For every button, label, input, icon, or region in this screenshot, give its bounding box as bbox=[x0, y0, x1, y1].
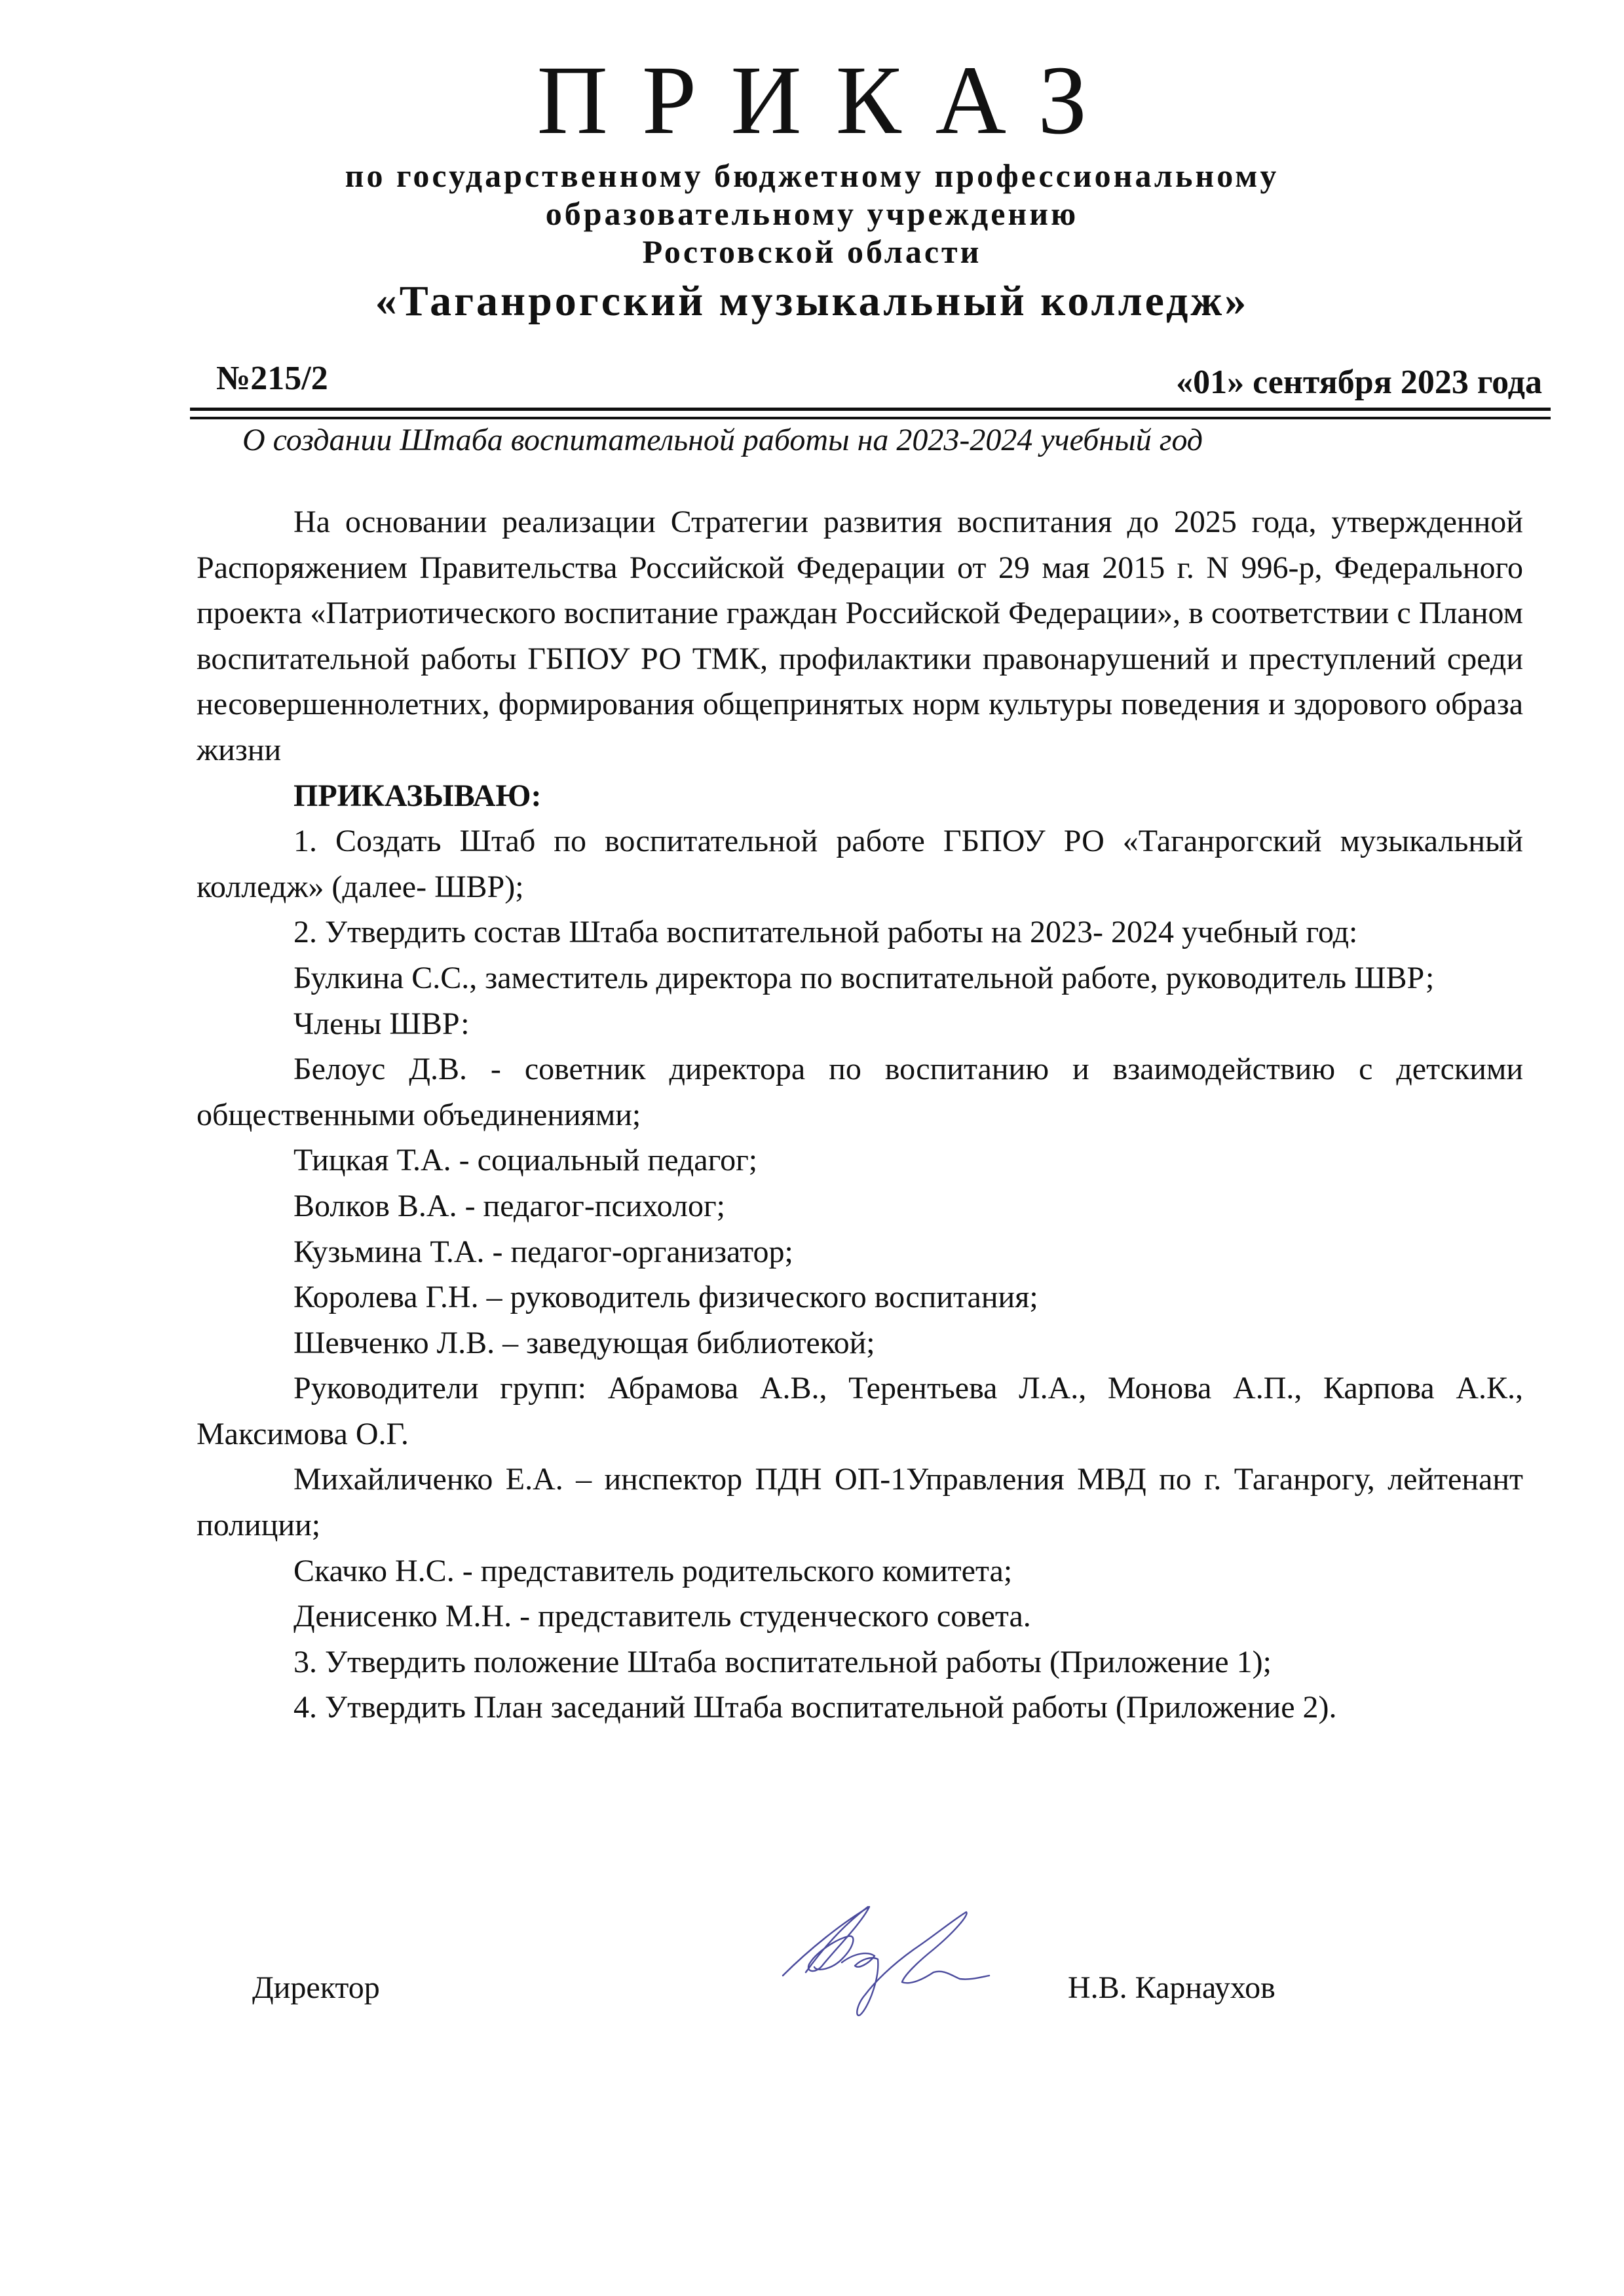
member-item: Тицкая Т.А. - социальный педагог; bbox=[293, 1143, 758, 1178]
member-item: Королева Г.Н. – руководитель физического воспитания; bbox=[293, 1280, 1038, 1315]
member-item: Скачко Н.С. - представитель родительского комитета; bbox=[293, 1553, 1013, 1588]
member-item: Руководители групп: Абрамова А.В., Терентьева Л.А., Монова А.П., Карпова А.К., Максимова О.Г. bbox=[197, 1371, 1523, 1451]
order-item-3: 3. Утвердить положение Штаба воспитательной работы (Приложение 1); bbox=[293, 1644, 1272, 1679]
header-rule-top bbox=[190, 408, 1551, 411]
handwritten-signature-icon bbox=[744, 1887, 1019, 2018]
organization-line-1: по государственному бюджетному профессиональному bbox=[345, 157, 1279, 194]
signatory-role: Директор bbox=[252, 1970, 380, 2005]
members-label: Члены ШВР: bbox=[293, 1006, 470, 1041]
member-item: Шевченко Л.В. – заведующая библиотекой; bbox=[293, 1325, 875, 1360]
order-subject: О создании Штаба воспитательной работы на 2023-2024 учебный год bbox=[242, 423, 1203, 457]
order-meta-row bbox=[216, 359, 1542, 405]
member-item: Денисенко М.Н. - представитель студенческого совета. bbox=[293, 1599, 1031, 1634]
order-date: «01» сентября 2023 года bbox=[1176, 364, 1542, 401]
signatory-name: Н.В. Карнаухов bbox=[1068, 1970, 1275, 2005]
member-item: Белоус Д.В. - советник директора по воспитанию и взаимодействию с детскими общественными объединениями; bbox=[197, 1052, 1523, 1132]
member-item: Кузьмина Т.А. - педагог-организатор; bbox=[293, 1234, 793, 1269]
member-item: Михайличенко Е.А. – инспектор ПДН ОП-1Управления МВД по г. Таганрогу, лейтенант полиции; bbox=[197, 1462, 1523, 1543]
document-title: ПРИКАЗ bbox=[537, 46, 1122, 155]
organization-line-3: Ростовской области bbox=[642, 233, 982, 270]
organization-line-2: образовательному учреждению bbox=[545, 195, 1079, 232]
signature-block bbox=[252, 1959, 1558, 2038]
order-body bbox=[197, 499, 1523, 1731]
staff-head: Булкина С.С., заместитель директора по воспитательной работе, руководитель ШВР; bbox=[293, 960, 1435, 995]
order-item-4: 4. Утвердить План заседаний Штаба воспитательной работы (Приложение 2). bbox=[293, 1690, 1337, 1725]
order-item-1: 1. Создать Штаб по воспитательной работе ГБПОУ РО «Таганрогский музыкальный колледж» (далее- ШВР); bbox=[197, 824, 1523, 904]
order-keyword: ПРИКАЗЫВАЮ: bbox=[293, 778, 542, 813]
order-item-2: 2. Утвердить состав Штаба воспитательной работы на 2023- 2024 учебный год: bbox=[293, 915, 1358, 950]
preamble-paragraph: На основании реализации Стратегии развития воспитания до 2025 года, утвержденной Распоряжением Правительства Российской Федерации от 29 мая 2015 г. N 996-р, Федерального проекта «Патриотического воспитание граждан Российской Федерации», в соответствии с Планом воспитательной работы ГБПОУ РО ТМК, профилактики правонарушений и преступлений среди несовершеннолетних, формирования общепринятых норм культуры поведения и здорового образа жизни bbox=[197, 505, 1523, 767]
organization-name: «Таганрогский музыкальный колледж» bbox=[375, 277, 1249, 325]
order-number: №215/2 bbox=[216, 360, 328, 397]
member-item: Волков В.А. - педагог-психолог; bbox=[293, 1188, 725, 1223]
